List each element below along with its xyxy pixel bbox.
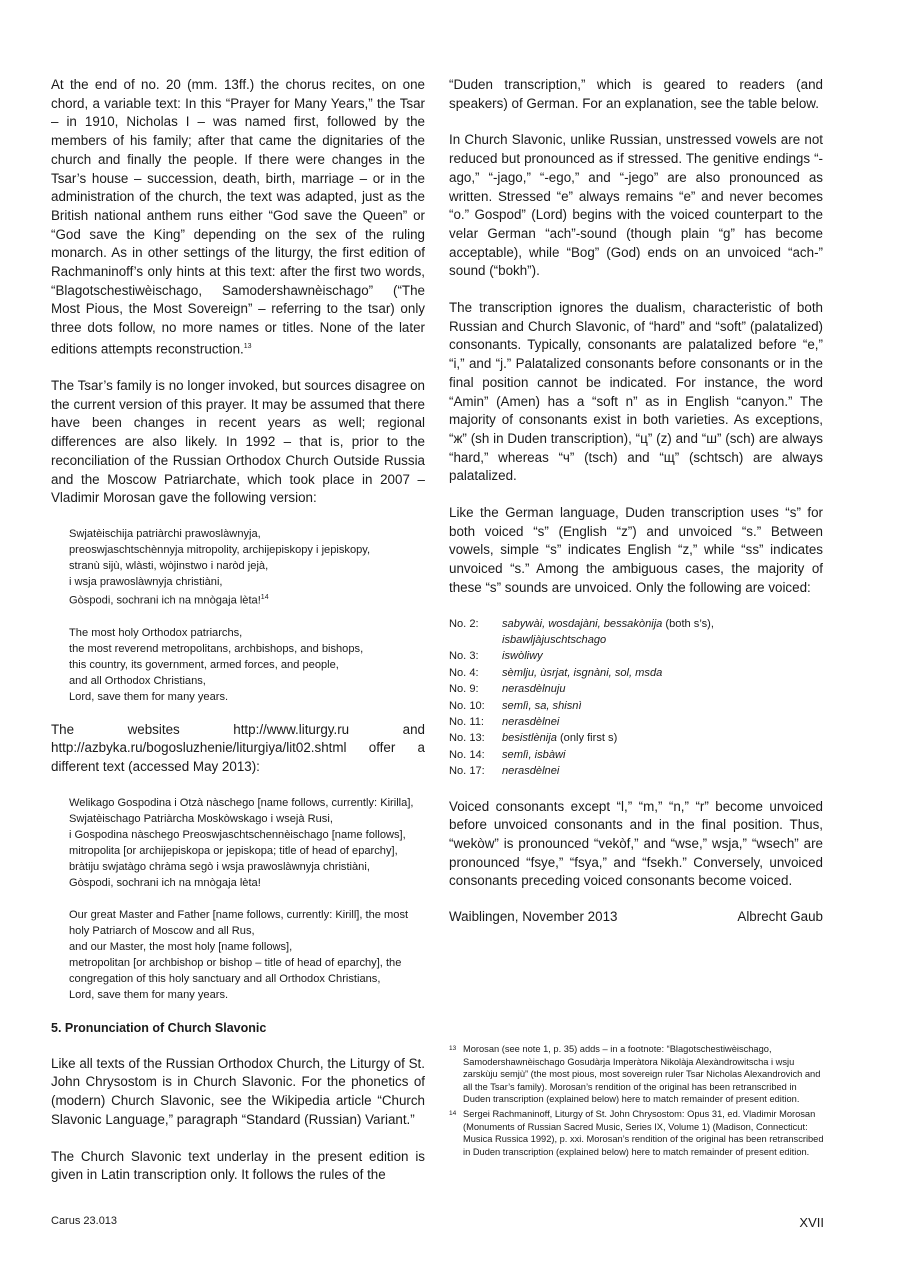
list-item: isbawljàjuschtschago <box>502 633 607 646</box>
paragraph: At the end of no. 20 (mm. 13ff.) the chorus recites, on one chord, a variable text: In this “Prayer for Many Years,” the Tsar – in 1910, Nicholas I – was named first, followed by the members of his family; after that came the dignitaries of the church and finally the people. If there were changes in the Tsar’s house – succession, death, birth, marriage – or in the administration of the church, the text was adapted, just as the British national anthem runs either “God save the Queen” or “God save the King” depending on the sex of the ruling monarch. As in other settings of the liturgy, the first edition of Rachmaninoff’s only hints at this text: after the first two words, “Blagotschestiwèischago, Samodershawnèischago” (“The Most Pious, the Most Sovereign” – referring to the tsar) only three dots follow, no more names or titles. None of the later editions attempts reconstruction.$^{13}$ <box>51 77 425 357</box>
left-column <box>51 76 425 1203</box>
list-item: No. 9: nerasdèlnuju <box>449 683 566 696</box>
footer-catalog-number: Carus 23.013 <box>51 1215 118 1227</box>
list-item: No. 11: nerasdèlnei <box>449 716 560 729</box>
paragraph: The Tsar’s family is no longer invoked, but sources disagree on the current version of this prayer. It may be assumed that there have been changes in recent years as well; regional differences are also likely. In 1992 – that is, prior to the reconciliation of the Russian Orthodox Church Outside Russia and the Moscow Patriarchate, which took place in 2007 – Vladimir Morosan gave the following version: <box>51 378 425 506</box>
footnote: 14 Sergei Rachmaninoff, Liturgy of St. John Chrysostom: Opus 31, ed. Vladimir Morosan (Monuments of Russian Sacred Music, Series IX, Volume 1) (Madison, Connecticut: Musica Russica 1992), p. xxi. Morosan’s rendition of the original has been retranscribed in Duden transcription (explained below) here to match remainder of present edition. <box>449 1108 824 1157</box>
footnotes <box>449 1043 825 1160</box>
list-item: No. 4: sèmlju, ùsrjat, isgnàni, sol, msda <box>449 666 663 679</box>
list-item: No. 3: iswòliwy <box>449 650 543 663</box>
list-item: No. 13: besistlènija (only first s) <box>449 732 618 745</box>
paragraph: The Church Slavonic text underlay in the present edition is given in Latin transcription only. It follows the rules of the <box>51 1148 425 1183</box>
paragraph: The transcription ignores the dualism, characteristic of both Russian and Church Slavonic, of “hard” and “soft” (palatalized) consonants. Typically, consonants are palatalized before “e,” “i,” and “j.” Palatalized consonants before consonants or in the final position cannot be indicated. For instance, the word “Amin” (Amen) has a “soft n” as in English “canyon.” The majority of consonants exist in both varieties. As exceptions, “ж” (sh in Duden transcription), “ц” (z) and “ш” (sch) are always “hard,” whereas “ч” (tsch) and “щ” (schtsch) are always palatalized. <box>449 300 823 484</box>
list-item: No. 2: sabywài, wosdajàni, bessakònija (both s’s), <box>449 617 714 630</box>
footnote: 13 Morosan (see note 1, p. 35) adds – in a footnote: “Blagotschestiwèischago, Samodershawnèischago Gosudàrja Imperàtora Nikolàja Alexàndrowitscha i wsju zarskùju semjù” (the most pious, most sovereign ruler Tsar Nicholas Alexandrovich and all the Tsar’s family). Morosan’s rendition of the original has been retranscribed in Duden transcription (explained below) here to match remainder of present edition. <box>449 1044 821 1105</box>
paragraph-websites: The websites http://www.liturgy.ru and http://azbyka.ru/bogosluzhenie/liturgiya/lit02.shtml offer a different text (accessed May 2013): <box>51 721 425 775</box>
signature-name: Albrecht Gaub <box>737 909 823 925</box>
signature-place: Waiblingen, November 2013 <box>449 909 618 925</box>
right-column <box>449 76 823 924</box>
voiced-list <box>449 616 714 780</box>
paragraph: Like the German language, Duden transcription uses “s” for both voiced “s” (English “z”) and unvoiced “s.” Between vowels, simple “s” indicates English “z,” while “ss” indicates unvoiced “s.” Among the ambiguous cases, the majority of these “s” sounds are unvoiced. Only the following are voiced: <box>449 505 823 595</box>
list-item: No. 14: semlì, isbàwi <box>449 748 566 761</box>
paragraph: “Duden transcription,” which is geared to readers (and speakers) of German. For an explanation, see the table below. <box>449 77 823 111</box>
footnote-ref[interactable]: 13 <box>243 342 252 350</box>
footnote-ref[interactable]: 14 <box>260 593 269 601</box>
verse-slavonic-1: Swjatèischija patriàrchi prawoslàwnyja, preoswjaschtschènnyja mitropolity, archijepiskopy i jepiskopy, stranù sijù, wlàsti, wòjinstwo i naròd jejà, i wsja prawoslàwnyja christiàni, Gòspodi, sochrani ich na mnògaja lèta!$^{14}$ <box>69 527 371 607</box>
list-item: No. 17: nerasdèlnei <box>449 765 560 778</box>
paragraph: Voiced consonants except “l,” “m,” “n,” “r” become unvoiced before unvoiced consonants and in the final position. Thus, “wekòw” is pronounced “vekòf,” and “wse,” wsja,” “wsech” are pronounced “fsye,” “fsya,” and “fsekh.” Conversely, unvoiced consonants preceding voiced consonants become voiced. <box>449 798 823 889</box>
paragraph: In Church Slavonic, unlike Russian, unstressed vowels are not reduced but pronounced as if stressed. The genitive endings “-ago,” “-jago,” “-ego,” and “-jego” are also pronounced as written. Stressed “e” always remains “e” and never becomes “o.” Gospod” (Lord) begins with the voiced counterpart to the velar German “ach”-sound (though plain “g” has become acceptable), while “Bog” (God) ends on an unvoiced “ach-” sound (“bokh”). <box>449 132 823 279</box>
section-heading: 5. Pronunciation of Church Slavonic <box>51 1020 267 1035</box>
signature-line <box>449 909 823 924</box>
verse-english-1: The most holy Orthodox patriarchs, the most reverend metropolitans, archbishops, and bishops, this country, its government, armed forces, and people, and all Orthodox Christians, Lord, save them for many years. <box>69 626 364 703</box>
page-number: XVII <box>799 1215 824 1230</box>
verse-english-2: Our great Master and Father [name follows, currently: Kirill], the most holy Patriarch of Moscow and all Rus, and our Master, the most holy [name follows], metropolitan [or archbishop or bishop – title of head of eparchy], the congregation of this holy sanctuary and all Orthodox Christians, Lord, save them for many years. <box>69 908 409 1001</box>
verse-slavonic-2: Welikago Gospodina i Otzà nàschego [name follows, currently: Kirilla], Swjatèischago Patriàrcha Moskòwskago i wsejà Rusi, i Gospodina nàschego Preoswjaschtschennèischago [name follows], mitropolita [or archijepiskopa or jepiskopa; title of head of eparchy], bràtiju swjatàgo chràma segò i wsja prawoslàwnyja christiàni, Gòspodi, sochrani ich na mnògaja lèta! <box>69 796 414 889</box>
paragraph: Like all texts of the Russian Orthodox Church, the Liturgy of St. John Chrysostom is in Church Slavonic. For the phonetics of (modern) Church Slavonic, see the Wikipedia article “Church Slavonic Language,” paragraph “Standard (Russian) Variant.” <box>51 1055 425 1127</box>
list-item: No. 10: semlì, sa, shisnì <box>449 699 582 712</box>
